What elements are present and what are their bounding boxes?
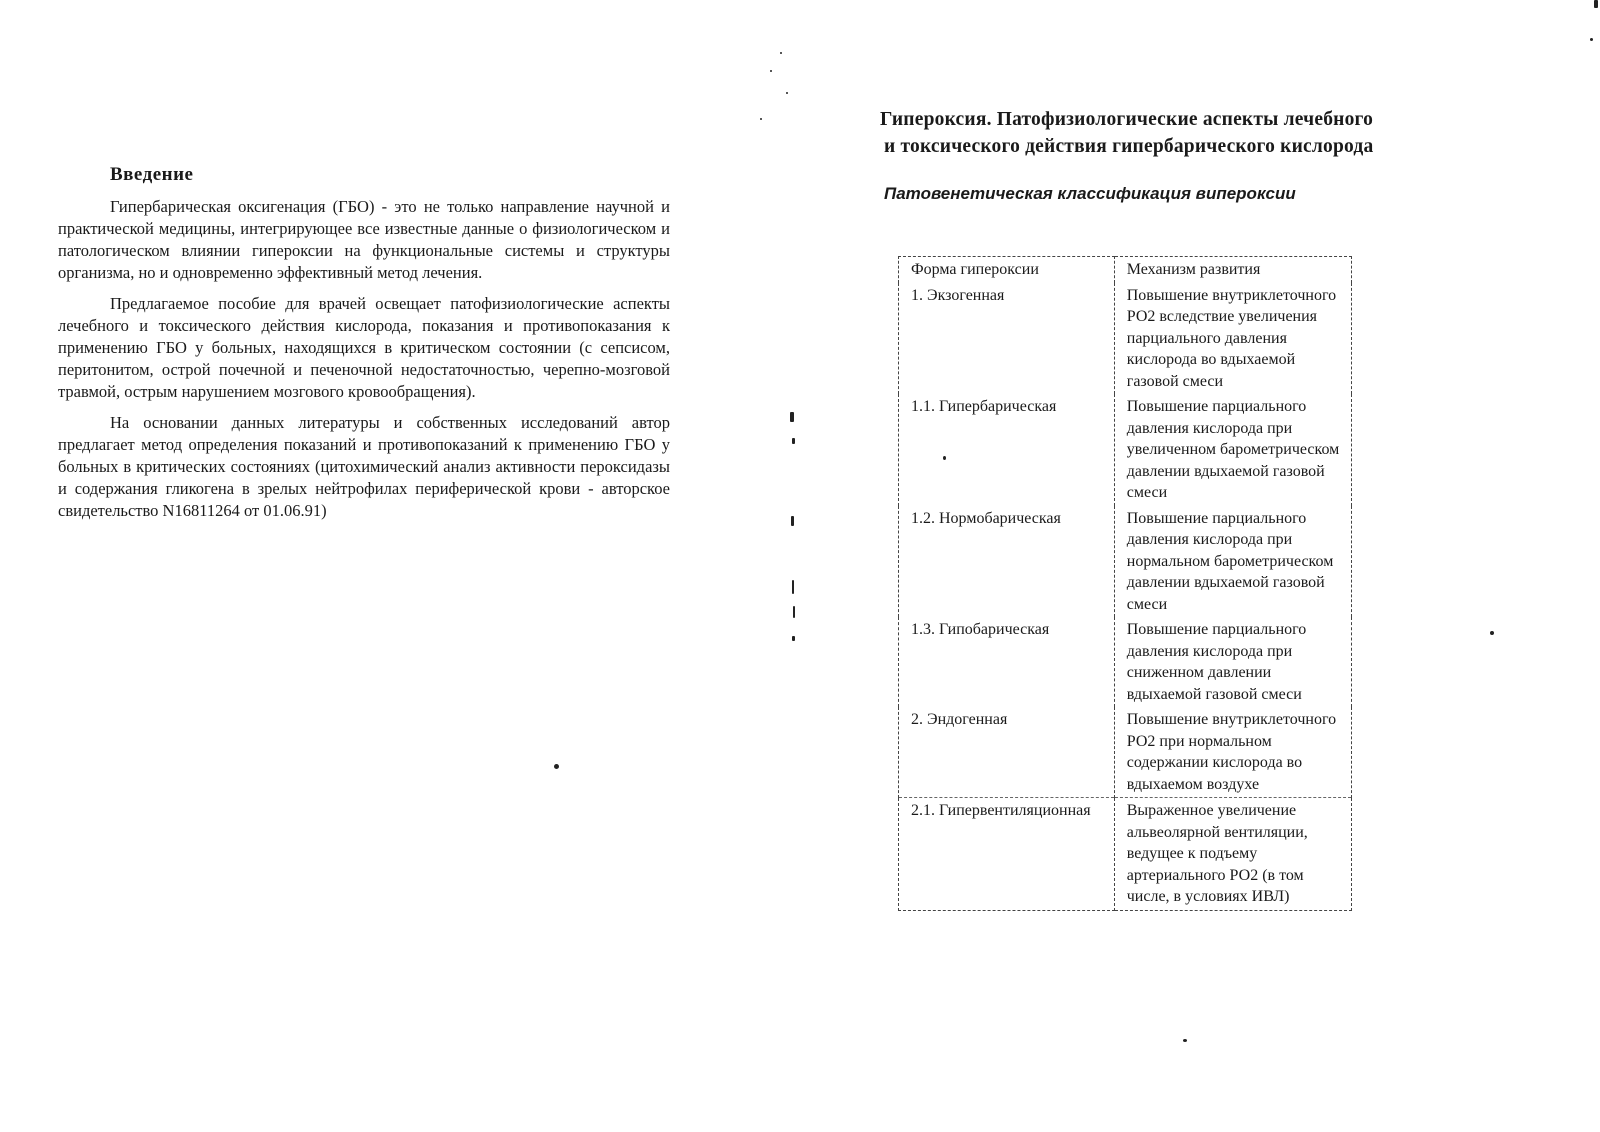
header-mechanism: Механизм развития: [1114, 257, 1351, 283]
intro-paragraph-2: Предлагаемое пособие для врачей освещает патофизиологические аспекты лечебного и токсического действия кислорода, показания и противопоказания к применению ГБО у больных, находящихся в критическом состоянии (с сепсисом, перитонитом, острой почечной и печеночной недостаточностью, черепно-мозговой травмой, острым нарушением мозгового кровообращения).: [58, 294, 670, 401]
row-mechanism-cell: Повышение внутриклеточного РО2 вследствие увеличения парциального давления кислорода во вдыхаемой газовой смеси: [1114, 283, 1351, 395]
scan-speck: [791, 516, 794, 526]
scan-speck: [554, 764, 559, 769]
scan-speck: [943, 456, 946, 460]
chapter-title-line-1: Гипероксия. Патофизиологические аспекты лечебного: [880, 109, 1374, 130]
row-form-cell: 1.3. Гипобарическая: [899, 617, 1115, 707]
row-mechanism-cell: Повышение парциального давления кислорода при увеличенном барометрическом давлении вдыхаемой газовой смеси: [1114, 394, 1351, 506]
row-form-cell: 2. Эндогенная: [899, 707, 1115, 798]
scan-speck: [792, 636, 795, 641]
table-row: [899, 394, 1352, 506]
scan-speck: [793, 606, 795, 618]
row-form-cell: 1. Экзогенная: [899, 283, 1115, 395]
row-mechanism-cell: Повышение парциального давления кислорода при нормальном барометрическом давлении вдыхаемой газовой смеси: [1114, 506, 1351, 618]
table-row: [899, 798, 1352, 911]
table-row: [899, 617, 1352, 707]
row-mechanism-cell: Повышение внутриклеточного РО2 при нормальном содержании кислорода во вдыхаемом воздухе: [1114, 707, 1351, 798]
scan-speck: [760, 118, 762, 120]
scan-speck: [1490, 631, 1494, 635]
row-mechanism-cell: Повышение парциального давления кислорода при сниженном давлении вдыхаемой газовой смеси: [1114, 617, 1351, 707]
scan-speck: [770, 70, 772, 72]
scan-speck: [1594, 0, 1598, 8]
table-row: [899, 707, 1352, 798]
hyperoxia-classification-table: [898, 256, 1352, 911]
scan-speck: [780, 52, 782, 54]
scan-speck: [792, 438, 795, 444]
intro-paragraph-3: На основании данных литературы и собственных исследований автор предлагает метод определения показаний и противопоказаний к применению ГБО у больных в критических состояниях (цитохимический анализ активности пероксидазы и содержания гликогена в зрелых нейтрофилах периферической крови - авторское свидетельство N16811264 от 01.06.91): [58, 413, 670, 520]
scan-speck: [1183, 1039, 1187, 1042]
classification-subtitle: Патовенетическая классификация випероксии: [884, 184, 1296, 203]
row-form-cell: 2.1. Гипервентиляционная: [899, 798, 1115, 911]
chapter-title-line-2: и токсического действия гипербарического кислорода: [884, 136, 1374, 157]
introduction-title: Введение: [110, 164, 194, 185]
intro-paragraph-1: Гипербарическая оксигенация (ГБО) - это не только направление научной и практической медицины, интегрирующее все известные данные о физиологическом и патологическом влиянии гипероксии на функциональные системы и структуры организма, но и одновременно эффективный метод лечения.: [58, 197, 670, 282]
row-form-cell: 1.2. Нормобарическая: [899, 506, 1115, 618]
scan-speck: [1590, 38, 1593, 41]
row-mechanism-cell: Выраженное увеличение альвеолярной вентиляции, ведущее к подъему артериального РО2 (в том числе, в условиях ИВЛ): [1114, 798, 1351, 911]
row-form-cell: 1.1. Гипербарическая: [899, 394, 1115, 506]
scan-speck: [792, 580, 794, 594]
header-form: Форма гипероксии: [899, 257, 1115, 283]
introduction-body: [58, 196, 670, 531]
chapter-title: [880, 106, 1480, 160]
table-row: [899, 506, 1352, 618]
table-row: [899, 283, 1352, 395]
scan-speck: [786, 92, 788, 94]
scan-speck: [790, 412, 794, 422]
table-header-row: [899, 257, 1352, 283]
